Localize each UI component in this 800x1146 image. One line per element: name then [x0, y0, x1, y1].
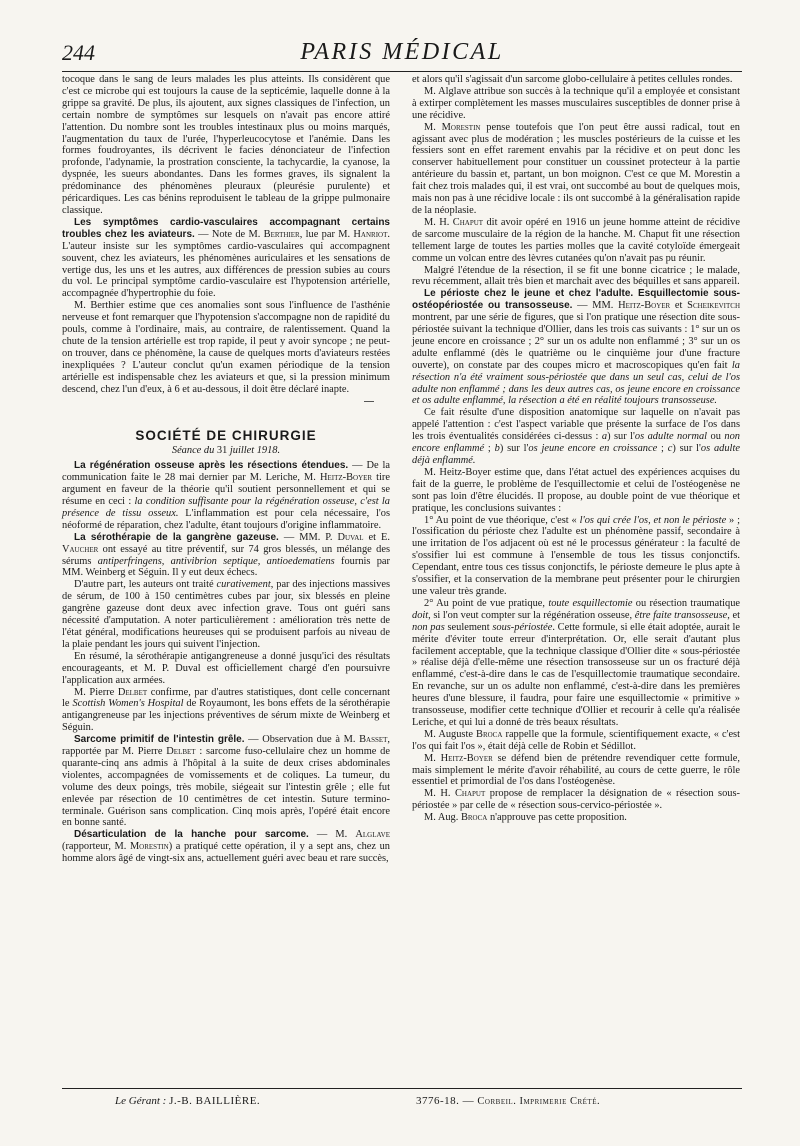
paragraph-grippe: tocoque dans le sang de leurs malades les plus atteints. Ils considèrent que c'est ce microbe qui est toujours la cause de la septicémie, laquelle donne à la grippe sa gravité. De plus, ils ajoutent, aux signes classiques de l'infection, un certain nombre de symptômes sur lesquels on n'avait pas encore attiré l'attention. Du nombre sont les troubles intestinaux plus ou moins marqués, l'augmentation du taux de l'urée, l'hyperleucocytose et l'anémie. Dans les formes foudroyantes, ils décrivent le facies dénonciateur de l'infection profonde, l'adynamie, la prostration consciente, la tachycardie, la cyanose, la dyspnée, les sueurs abondantes. Dans les formes graves, ils signalent la prédominance des phénomènes pleuraux (pleurésie purulente) et péricardiques. Les cas bénins reproduisent le tableau de la grippe pulmonaire classique. [62, 74, 390, 216]
paragraph-desarticulation: Désarticulation de la hanche pour sarcome. — M. Alglave (rapporteur, M. Morestin) a pratiqué cette opération, il y a sept ans, chez un homme alors âgé de vingt-six ans, actuellement guéri avec beau et rare succès, [62, 829, 390, 865]
article-title: Les symptômes cardio-vasculaires accompagnant certains troubles chez les aviateurs. [62, 216, 390, 240]
section-title: SOCIÉTÉ DE CHIRURGIE [135, 428, 317, 444]
paragraph-regeneration: La régénération osseuse après les résections étendues. — De la communication faite le 28 mai dernier par M. Leriche, M. Heitz-Boyer tire argument en faveur de la théorie qu'il soutient personnellement et qui se résume en ceci : la condition suffisante pour la régénération osseuse, c'est la présence de tissu osseux. L'inflammation est pour cela nécessaire, l'os néoformé de réparation, chez l'adulte, étant toujours d'origine inflammatoire. [62, 460, 390, 531]
article-title: Sarcome primitif de l'intestin grêle. [74, 734, 245, 746]
paragraph-aviateurs: Les symptômes cardio-vasculaires accompagnant certains troubles chez les aviateurs. — Note de M. Berthier, lue par M. Hanriot. L'auteur insiste sur les symptômes cardio-vasculaires qui accompagnent souvent, chez les aviateurs, les phénomènes auriculaires et les sensations de vertige dus, les uns et les autres, aux différences de pression subies au cours du vol. Le principal symptôme cardio-vasculaire est l'hypotension artérielle, accompagnée d'hypertrophie du foie. [62, 216, 390, 300]
paragraph-morestin: M. Morestin pense toutefois que l'on peut être aussi radical, tout en agissant avec plus de modération ; les muscles postérieurs de la cuisse et les fessiers sont en effet rarement envahis par la récidive et on peut donc les conserver habituellement pour constituer un coussinet protecteur à la partie antérieure du bassin et, partant, un bon moignon. C'est ce que M. Morestin a fait chez trois malades qui, il est vrai, ont succombé au bout de quelques mois, mais non pas à une récidive locale : ils ont succombé à la généralisation rapide de la néoplasie. [412, 121, 740, 216]
paragraph-delbet: M. Pierre Delbet confirme, par d'autres statistiques, dont celle concernant le Scottish Women's Hospital de Royaumont, les bons effets de la sérothérapie antigangreneuse par les injections préventives de sérum mixte de Weinberg et Séguin. [62, 686, 390, 734]
paragraph-berthier: M. Berthier estime que ces anomalies sont sous l'influence de l'asthénie nerveuse et font remarquer que l'hypotension s'accompagne non de rapidité du pouls, comme à l'ordinaire, mais, au contraire, de ralentissement. Quand la chute de la tension artérielle est trop rapide, il peut y avoir syncope ; ne peut-on trouver, dans ce phénomène, la cause de quelques morts d'aviateurs restées inexpliquées ? L'auteur conclut qu'un examen périodique de la tension artérielle est indispensable chez les aviateurs et que, si la pression minimum descend, chez l'un d'eux, à 6 et au-dessous, il doit être déclaré inapte. [62, 300, 390, 395]
article-title: Le périoste chez le jeune et chez l'adulte. Esquillectomie sous-ostéopériostée ou transosseuse. [412, 288, 740, 312]
author-name: Heitz-Boyer [319, 472, 373, 484]
paragraph-broca: M. Auguste Broca rappelle que la formule, scientifiquement exacte, « c'est l'os qui fait l'os », était déjà celle de Robin et Sédillot. [412, 728, 740, 752]
author-name: Heitz-Boyer [440, 752, 493, 764]
article-title: La sérothérapie de la gangrène gazeuse. [74, 531, 279, 543]
gerant-line: Le Gérant : J.-B. BAILLIÈRE. [115, 1095, 261, 1107]
paragraph-cicatrice: Malgré l'étendue de la résection, il se fit une bonne cicatrice ; le malade, revu récemment, allait très bien et marchait avec des béquilles et sans appareil. [412, 264, 740, 288]
author-name: Morestin [441, 121, 481, 133]
paragraph-perioste: Le périoste chez le jeune et chez l'adulte. Esquillectomie sous-ostéopériostée ou transosseuse. — MM. Heitz-Boyer et Scheikevitch montrent, par une série de figures, que si l'on pratique une résection dite sous-périostée suivant la technique d'Ollier, dans les trois cas suivants : 1° sur un os jeune encore en croissance ; 2° sur un os adulte non enflammé ; 3° sur un os adulte enflammé (dès le quatrième ou le cinquième jour d'une fracture ouverte), on constate par des coupes micro et macroscopiques qu'en fait la résection n'a été vraiment sous-périostée que dans un seul cas, celui de l'os adulte non enflammé ; dans les deux autres cas, os jeune encore en croissance et os adulte enflammé, la résection a été en réalité toujours transosseuse. [412, 288, 740, 407]
paragraph-heitz-boyer: M. Heitz-Boyer estime que, dans l'état actuel des expériences acquises du fait de la guerre, le problème de l'esquillectomie et celui de l'ostéogenèse ne sont pas loin d'être élucidés. Il propose, au double point de vue théorique et pratique, les conclusions suivantes : [412, 466, 740, 514]
author-name: Chaput [452, 216, 484, 228]
paragraph-resume: En résumé, la sérothérapie antigangreneuse a donné jusqu'ici des résultats encourageants, et M. P. Duval est officiellement chargé d'en poursuivre l'application aux armées. [62, 650, 390, 686]
author-name: Duval [337, 531, 364, 543]
page-number: 244 [62, 40, 95, 65]
paragraph-reply: M. Heitz-Boyer se défend bien de prétendre revendiquer cette formule, mais simplement le mérite d'avoir réhabilité, au cours de cette guerre, le rôle essentiel et primordial de l'os dans l'ostéogenèse. [412, 752, 740, 788]
paragraph-serotherapie: La sérothérapie de la gangrène gazeuse. — MM. P. Duval et E. Vaucher ont essayé au titre préventif, sur 74 gros blessés, un mélange des sérums antiperfringens, antivibrion septique, antioedematiens fournis par MM. Weinberg et Séguin. Il y eut deux échecs. [62, 531, 390, 579]
seance-date: Séance du 31 juillet 1918. [171, 445, 281, 457]
author-name: Chaput [454, 788, 486, 800]
separator-dash [364, 401, 374, 402]
paragraph-broca-final: M. Aug. Broca n'approuve pas cette proposition. [424, 812, 627, 824]
right-column [412, 74, 740, 824]
paragraph-theorique: 1° Au point de vue théorique, c'est « l'os qui crée l'os, et non le périoste » ; l'ossification du périoste chez l'adulte est un phénomène passif, secondaire à une irritation de l'os adjacent où est né le processus générateur : la faculté de s'ossifier lui est commune à l'ensemble de tous les tissus conjonctifs. Cependant, entre tous ces tissus conjonctifs, le périoste demeure le plus apte à s'ossifier, et la conservation de la membrane peut présenter pour le chirurgien une valeur très grande. [412, 514, 740, 597]
paragraph-continuation: et alors qu'il s'agissait d'un sarcome globo-cellulaire à petites cellules rondes. [412, 74, 733, 85]
paragraph-chaput-proposal: M. H. Chaput propose de remplacer la désignation de « résection sous-périostée » par celle de « résection sous-cervico-périostée ». [412, 788, 740, 812]
paragraph-alglave: M. Alglave attribue son succès à la technique qu'il a employée et consistant à extirper complètement les masses musculaires susceptibles de donner prise à une récidive. [412, 85, 740, 121]
left-column [62, 74, 390, 865]
page-header [62, 40, 742, 70]
author-name: Broca [476, 728, 503, 740]
author-name: Basset [359, 734, 388, 746]
running-title: PARIS MÉDICAL [300, 39, 504, 65]
header-rule [62, 71, 742, 72]
paragraph-chaput: M. H. Chaput dit avoir opéré en 1916 un jeune homme atteint de récidive de sarcome musculaire de la région de la hanche. M. Chaput fit une résection tellement large de toutes les parties molles que la cavité cotyloïde émergeait comme un volcan entre des lèvres cutanées qu'on n'avait pas pu réunir. [412, 216, 740, 264]
author-name: Delbet [166, 746, 196, 758]
author-name: Alglave [355, 829, 390, 841]
author-name: Vaucher [62, 543, 99, 555]
footer-rule [62, 1088, 742, 1089]
article-title: La régénération osseuse après les résections étendues. [74, 460, 349, 472]
paragraph-disposition: Ce fait résulte d'une disposition anatomique sur laquelle on n'avait pas appelé l'attention : c'est l'aspect variable que présente la surface de l'os dans les trois éventualités considérées ci-dessus : a) sur l'os adulte normal ou non encore enflammé ; b) sur l'os jeune encore en croissance ; c) sur l'os adulte déjà enflammé. [412, 407, 740, 466]
page-footer [62, 1092, 742, 1112]
paragraph-curatif: D'autre part, les auteurs ont traité curativement, par des injections massives de sérum, de 100 à 150 centimètres cubes par jour, six blessés en pleine gangrène gazeuse dont deux avec infection grave. Tous ont guéri sans nécessité d'amputation. A noter particulièrement : amélioration très nette de l'état général, modifications heureuses qui se produisent parfois au niveau de la plaie pendant les jours qui suivent l'injection. [62, 579, 391, 650]
printer-line: 3776-18. — Corbeil. Imprimerie Crété. [416, 1095, 601, 1107]
author-name: Scheikevitch [687, 300, 740, 312]
article-title: Désarticulation de la hanche pour sarcome. [74, 829, 309, 841]
author-name: Morestin [129, 841, 169, 853]
paragraph-pratique: 2° Au point de vue pratique, toute esquillectomie ou résection traumatique doit, si l'on veut compter sur la régénération osseuse, être faite transosseuse, et non pas seulement sous-périostée. Cette formule, si elle était adoptée, aurait le mérite d'éviter toute erreur d'interprétation. Or, elle serait d'autant plus facilement acceptable, que la technique classique d'Ollier dite « sous-périostée » réalise déjà d'elle-même une résection transosseuse sur un os fracturé déjà enflammé, c'est-à-dire dans le cas de l'esquillectomie traumatique secondaire. En revanche, sur un os adulte non enflammé, c'est-à-dire dans les premières heures d'une blessure, il faudra, pour faire une esquillectomie « primitive » transosseuse, modifier cette technique d'Ollier et recourir à celle qu'a réalisée Leriche, et qui lui a donné de très beaux résultats. [412, 597, 741, 728]
author-name: Hanriot [353, 228, 388, 240]
paragraph-sarcome: Sarcome primitif de l'intestin grêle. — Observation due à M. Basset, rapportée par M. Pierre Delbet : sarcome fuso-cellulaire chez un homme de quarante-cinq ans admis à l'hôpital à la suite de deux crises abdominales violentes, accompagnées de vomissements et de coliques. La tumeur, du volume des deux poings, très mobile, siégeait sur l'intestin grêle ; elle fut enlevée par résection de 10 centimètres de cet intestin. Suture termino-terminale. Guérison sans complication. Cinq mois après, l'opéré était encore en bonne santé. [62, 734, 391, 829]
author-name: Berthier [263, 228, 300, 240]
author-name: Delbet [117, 686, 148, 698]
author-name: Heitz-Boyer [618, 300, 671, 312]
author-name: Broca [460, 812, 488, 824]
